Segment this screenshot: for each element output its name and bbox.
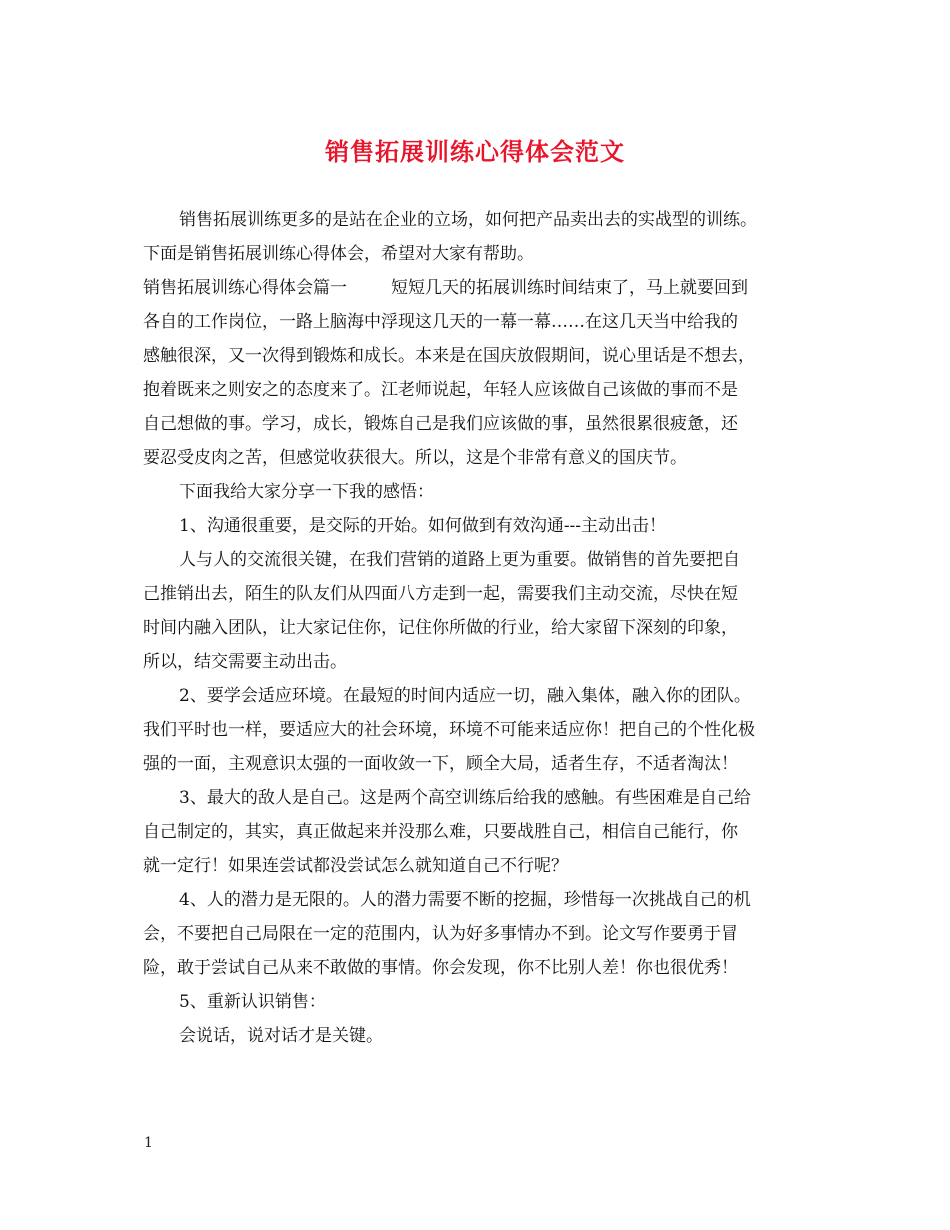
paragraph-line: 险，敢于尝试自己从来不敢做的事情。你会发现，你不比别人差！你也很优秀！ (143, 958, 738, 978)
paragraph-line: 感触很深，又一次得到锻炼和成长。本来是在国庆放假期间，说心里话是不想去， (143, 346, 755, 366)
page-title: 销售拓展训练心得体会范文 (325, 138, 625, 166)
paragraph-line: 要忍受皮肉之苦，但感觉收获很大。所以，这是个非常有意义的国庆节。 (143, 448, 687, 468)
paragraph-line: 下面我给大家分享一下我的感悟： (179, 482, 434, 502)
paragraph-line: 自己制定的，其实，真正做起来并没那么难，只要战胜自己，相信自己能行，你 (143, 822, 738, 842)
paragraph-line: 会，不要把自己局限在一定的范围内，认为好多事情办不到。论文写作要勇于冒 (143, 924, 738, 944)
paragraph-line: 销售拓展训练更多的是站在企业的立场，如何把产品卖出去的实战型的训练。 (179, 210, 757, 230)
paragraph-line: 会说话，说对话才是关键。 (179, 1026, 383, 1046)
paragraph-line: 各自的工作岗位，一路上脑海中浮现这几天的一幕一幕……在这几天当中给我的 (143, 312, 738, 332)
paragraph-line: 时间内融入团队，让大家记住你，记住你所做的行业，给大家留下深刻的印象， (143, 618, 738, 638)
paragraph-line: 己推销出去，陌生的队友们从四面八方走到一起，需要我们主动交流，尽快在短 (143, 584, 738, 604)
list-item-heading: 2、要学会适应环境。在最短的时间内适应一切，融入集体，融入你的团队。 (179, 686, 751, 706)
list-item-heading: 5、重新认识销售： (179, 992, 326, 1012)
paragraph-line: 自己想做的事。学习，成长，锻炼自己是我们应该做的事，虽然很累很疲惫，还 (143, 414, 738, 434)
page-number: 1 (144, 1135, 153, 1151)
paragraph-line: 下面是销售拓展训练心得体会，希望对大家有帮助。 (143, 244, 534, 264)
section-heading-line (143, 271, 833, 305)
list-item-heading: 3、最大的敌人是自己。这是两个高空训练后给我的感触。有些困难是自己给 (179, 788, 751, 808)
list-item-heading: 4、人的潜力是无限的。人的潜力需要不断的挖掘，珍惜每一次挑战自己的机 (179, 890, 751, 910)
paragraph-line: 强的一面，主观意识太强的一面收敛一下，顾全大局，适者生存，不适者淘汰！ (143, 754, 738, 774)
paragraph-line: 我们平时也一样，要适应大的社会环境，环境不可能来适应你！把自己的个性化极 (143, 720, 755, 740)
paragraph-line: 所以，结交需要主动出击。 (143, 652, 347, 672)
paragraph-line: 就一定行！如果连尝试都没尝试怎么就知道自己不行呢？ (143, 856, 568, 876)
paragraph-line: 人与人的交流很关键，在我们营销的道路上更为重要。做销售的首先要把自 (179, 550, 740, 570)
paragraph-line: 抱着既来之则安之的态度来了。江老师说起，年轻人应该做自己该做的事而不是 (143, 380, 738, 400)
section-heading: 销售拓展训练心得体会篇一 (143, 278, 347, 298)
document-body (143, 203, 833, 1053)
paragraph-text: 短短几天的拓展训练时间结束了，马上就要回到 (391, 278, 748, 298)
list-item-heading: 1、沟通很重要，是交际的开始。如何做到有效沟通---主动出击！ (179, 516, 667, 536)
